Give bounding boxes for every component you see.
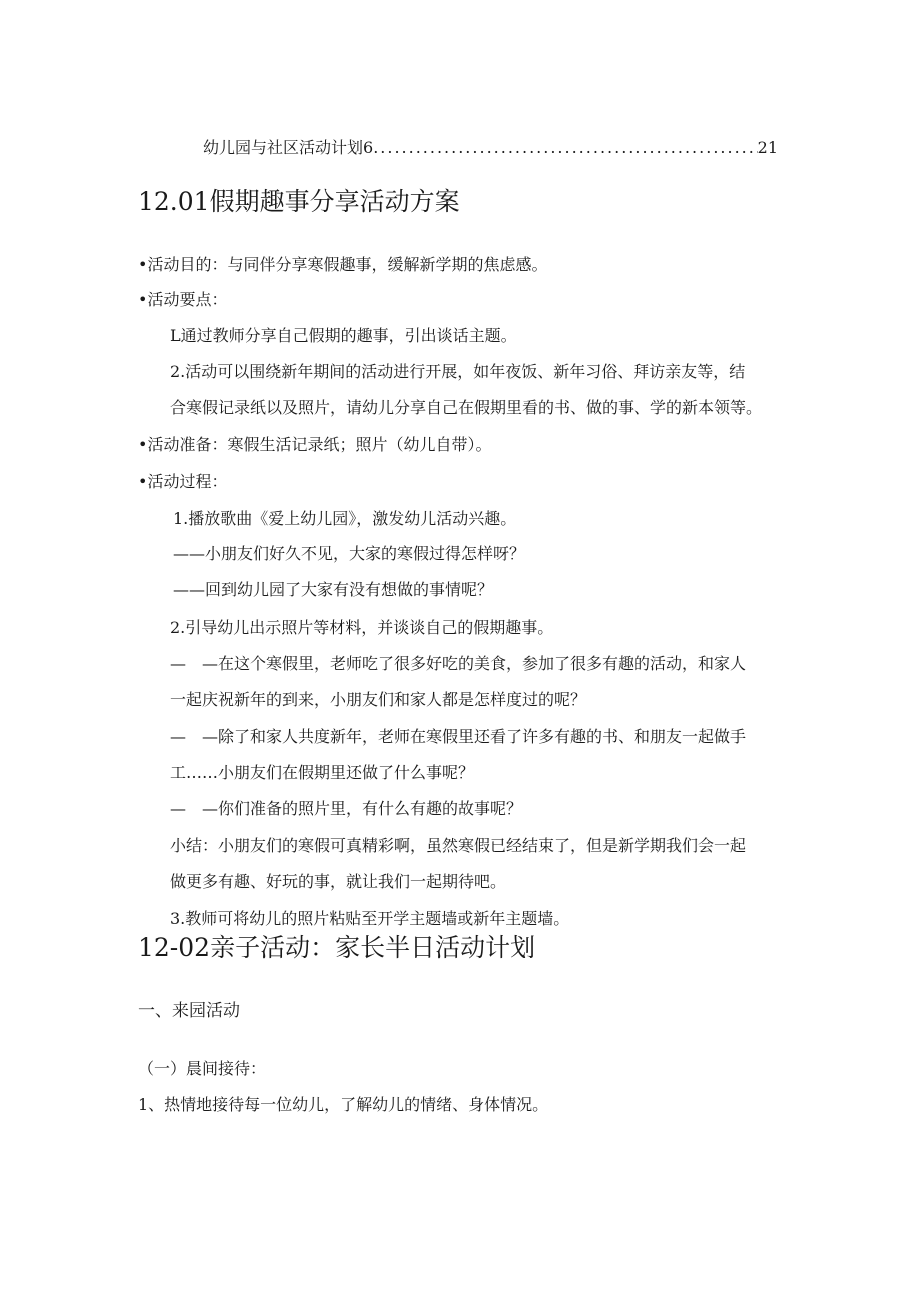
toc-entry-page: 21 bbox=[757, 138, 778, 157]
question-2: ——回到幼儿园了大家有没有想做的事情呢？ bbox=[173, 580, 494, 599]
toc-leader-dots bbox=[373, 137, 757, 159]
toc-entry-title: 幼儿园与社区活动计划6 bbox=[203, 138, 374, 157]
toc-entry[interactable] bbox=[203, 137, 778, 159]
reception-item-1: 1、热情地接待每一位幼儿，了解幼儿的情绪、身体情况。 bbox=[138, 1095, 549, 1114]
section1-heading: 12.01假期趣事分享活动方案 bbox=[138, 187, 460, 216]
subsection-morning-reception: （一）晨间接待： bbox=[138, 1059, 267, 1078]
summary-line2: 做更多有趣、好玩的事，就让我们一起期待吧。 bbox=[170, 872, 507, 891]
activity-goal: •活动目的：与同伴分享寒假趣事，缓解新学期的焦虑感。 bbox=[138, 255, 548, 274]
activity-prep: •活动准备：寒假生活记录纸；照片（幼儿自带）。 bbox=[138, 435, 492, 454]
key-point-2-line2: 合寒假记录纸以及照片，请幼儿分享自己在假期里看的书、做的事、学的新本领等。 bbox=[170, 398, 763, 417]
question-4-line2: 工……小朋友们在假期里还做了什么事呢？ bbox=[170, 763, 475, 782]
process-label: •活动过程： bbox=[138, 472, 228, 491]
summary-line1: 小结：小朋友们的寒假可真精彩啊，虽然寒假已经结束了，但是新学期我们会一起 bbox=[170, 836, 747, 855]
key-point-2-line1: 2.活动可以围绕新年期间的活动进行开展，如年夜饭、新年习俗、拜访亲友等，结 bbox=[170, 362, 746, 381]
section2-heading: 12-02亲子活动：家长半日活动计划 bbox=[138, 933, 536, 962]
question-1: ——小朋友们好久不见，大家的寒假过得怎样呀？ bbox=[173, 544, 526, 563]
question-4-line1: — —除了和家人共度新年，老师在寒假里还看了许多有趣的书、和朋友一起做手 bbox=[170, 727, 747, 746]
process-step-3: 3.教师可将幼儿的照片粘贴至开学主题墙或新年主题墙。 bbox=[170, 909, 570, 928]
key-points-label: •活动要点： bbox=[138, 290, 228, 309]
question-3-line1: — —在这个寒假里，老师吃了很多好吃的美食，参加了很多有趣的活动，和家人 bbox=[170, 654, 747, 673]
question-3-line2: 一起庆祝新年的到来，小朋友们和家人都是怎样度过的呢？ bbox=[170, 690, 587, 709]
subsection-arrival: 一、来园活动 bbox=[138, 1001, 240, 1021]
process-step-1: 1.播放歌曲《爱上幼儿园》，激发幼儿活动兴趣。 bbox=[173, 509, 517, 528]
process-step-2: 2.引导幼儿出示照片等材料，并谈谈自己的假期趣事。 bbox=[170, 618, 554, 637]
question-5: — —你们准备的照片里，有什么有趣的故事呢？ bbox=[170, 799, 523, 818]
key-point-1: L通过教师分享自己假期的趣事，引出谈话主题。 bbox=[170, 326, 517, 345]
